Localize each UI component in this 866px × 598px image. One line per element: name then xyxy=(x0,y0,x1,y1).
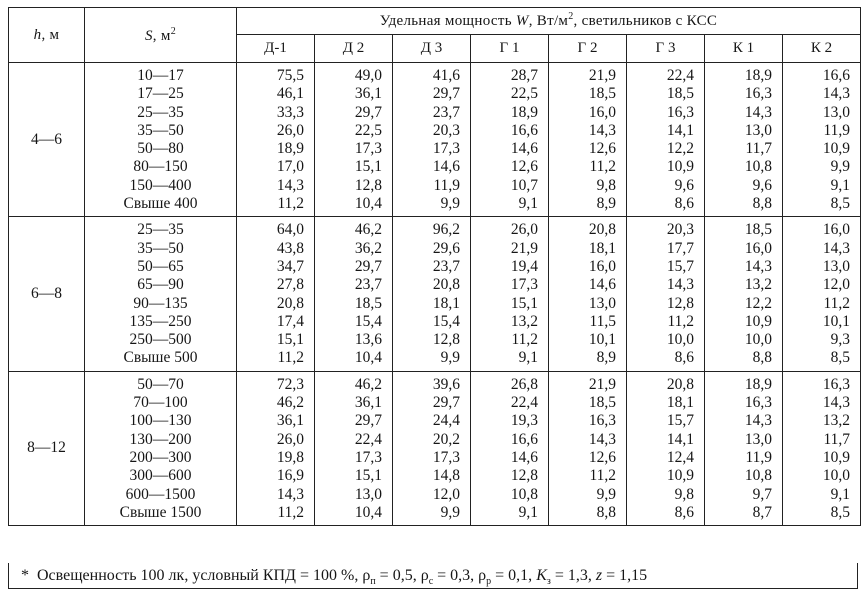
power-value: 23,7 xyxy=(354,276,382,294)
power-value: 26,8 xyxy=(510,375,538,393)
power-value: 19,8 xyxy=(276,448,304,466)
power-value: 14,8 xyxy=(432,467,460,485)
power-value: 18,5 xyxy=(354,294,382,312)
power-value: 17,3 xyxy=(354,140,382,158)
power-value: 10,4 xyxy=(354,195,382,213)
column-header: Г 2 xyxy=(549,34,627,62)
power-value: 14,3 xyxy=(744,257,772,275)
power-value: 11,2 xyxy=(589,467,616,485)
power-value: 17,0 xyxy=(276,158,304,176)
power-value: 36,1 xyxy=(276,412,304,430)
power-value: 19,3 xyxy=(510,412,538,430)
power-value: 9,9 xyxy=(440,503,460,521)
power-value: 18,1 xyxy=(588,239,616,257)
power-value: 46,2 xyxy=(354,375,382,393)
power-value: 46,2 xyxy=(354,221,382,239)
value-column xyxy=(549,217,627,371)
power-value: 24,4 xyxy=(432,412,460,430)
power-value: 9,6 xyxy=(752,176,772,194)
power-value: 9,1 xyxy=(518,349,538,367)
power-value: 11,2 xyxy=(667,312,694,330)
value-column xyxy=(627,371,705,525)
power-value: 9,8 xyxy=(596,176,616,194)
value-column xyxy=(315,217,393,371)
column-header: Д 2 xyxy=(315,34,393,62)
area-range: 90—135 xyxy=(133,294,188,312)
power-value: 22,5 xyxy=(354,121,382,139)
power-value: 8,8 xyxy=(752,349,772,367)
table-group-row xyxy=(9,217,861,371)
power-value: 16,0 xyxy=(744,239,772,257)
area-range: 100—130 xyxy=(129,412,192,430)
power-value: 9,9 xyxy=(440,195,460,213)
power-value: 11,2 xyxy=(277,503,304,521)
power-value: 10,0 xyxy=(744,331,772,349)
power-value: 9,8 xyxy=(674,485,694,503)
power-value: 9,1 xyxy=(518,503,538,521)
power-value: 96,2 xyxy=(432,221,460,239)
power-value: 22,4 xyxy=(354,430,382,448)
area-column xyxy=(85,217,237,371)
power-value: 10,9 xyxy=(822,140,850,158)
power-value: 13,2 xyxy=(510,312,538,330)
power-value: 29,6 xyxy=(432,239,460,257)
power-value: 29,7 xyxy=(354,412,382,430)
power-value: 15,1 xyxy=(276,331,304,349)
power-value: 20,8 xyxy=(276,294,304,312)
power-value: 15,7 xyxy=(666,412,694,430)
power-value: 15,1 xyxy=(510,294,538,312)
power-value: 23,7 xyxy=(432,103,460,121)
area-range: 50—80 xyxy=(137,140,184,158)
power-value: 16,3 xyxy=(822,375,850,393)
power-value: 11,5 xyxy=(589,312,616,330)
power-value: 11,2 xyxy=(511,331,538,349)
power-value: 12,6 xyxy=(588,448,616,466)
area-range: Свыше 500 xyxy=(123,349,198,367)
power-value: 18,9 xyxy=(744,375,772,393)
power-value: 16,3 xyxy=(744,85,772,103)
power-value: 11,2 xyxy=(277,349,304,367)
power-value: 10,7 xyxy=(510,176,538,194)
value-column xyxy=(705,371,783,525)
power-value: 13,0 xyxy=(354,485,382,503)
area-range: 135—250 xyxy=(129,312,192,330)
power-value: 10,9 xyxy=(666,158,694,176)
area-range: 10—17 xyxy=(137,67,184,84)
power-value: 14,3 xyxy=(744,412,772,430)
power-value: 19,4 xyxy=(510,257,538,275)
footnote: * Освещенность 100 лк, условный КПД = 100 %, $\rho_п = 0,5$, $\rho_с = 0,3$, $\rho_р = 0,1$, $K_з = 1,3$, z = 1,15 xyxy=(8,563,858,589)
power-value: 46,1 xyxy=(276,85,304,103)
value-column xyxy=(627,217,705,371)
power-value: 43,8 xyxy=(276,239,304,257)
power-value: 29,7 xyxy=(432,394,460,412)
power-value: 17,3 xyxy=(432,140,460,158)
area-column xyxy=(85,371,237,525)
area-range: 50—70 xyxy=(137,375,184,393)
area-range: 25—35 xyxy=(137,221,184,239)
power-value: 16,6 xyxy=(510,430,538,448)
power-value: 8,5 xyxy=(830,195,850,213)
area-column xyxy=(85,63,237,217)
power-value: 10,9 xyxy=(666,467,694,485)
power-value: 18,9 xyxy=(276,140,304,158)
power-value: 12,0 xyxy=(822,276,850,294)
power-value: 10,1 xyxy=(588,331,616,349)
power-value: 9,9 xyxy=(830,158,850,176)
value-column xyxy=(393,371,471,525)
power-value: 14,3 xyxy=(822,85,850,103)
power-value: 12,6 xyxy=(588,140,616,158)
column-header: Д 3 xyxy=(393,34,471,62)
power-value: 13,6 xyxy=(354,331,382,349)
value-column xyxy=(549,371,627,525)
power-value: 10,8 xyxy=(744,158,772,176)
power-value: 18,9 xyxy=(744,67,772,84)
power-value: 17,4 xyxy=(276,312,304,330)
power-value: 14,3 xyxy=(276,485,304,503)
power-value: 16,3 xyxy=(666,103,694,121)
power-value: 14,3 xyxy=(588,430,616,448)
power-value: 14,1 xyxy=(666,430,694,448)
power-value: 15,4 xyxy=(354,312,382,330)
power-value: 39,6 xyxy=(432,375,460,393)
power-value: 15,4 xyxy=(432,312,460,330)
area-range: 600—1500 xyxy=(125,485,196,503)
power-value: 14,3 xyxy=(666,276,694,294)
power-value: 11,7 xyxy=(823,430,850,448)
header-height: h, м xyxy=(9,8,85,63)
power-value: 29,7 xyxy=(354,257,382,275)
power-value: 8,5 xyxy=(830,503,850,521)
power-value: 12,2 xyxy=(666,140,694,158)
value-column xyxy=(705,217,783,371)
power-value: 20,2 xyxy=(432,430,460,448)
power-value: 20,3 xyxy=(432,121,460,139)
power-value: 20,8 xyxy=(432,276,460,294)
power-value: 22,4 xyxy=(510,394,538,412)
power-value: 29,7 xyxy=(354,103,382,121)
power-value: 20,8 xyxy=(666,375,694,393)
value-column xyxy=(393,63,471,217)
power-value: 11,2 xyxy=(277,195,304,213)
power-value: 18,5 xyxy=(588,394,616,412)
power-value: 8,6 xyxy=(674,195,694,213)
power-value: 41,6 xyxy=(432,67,460,84)
height-range: 4—6 xyxy=(9,63,85,217)
column-header: Г 1 xyxy=(471,34,549,62)
power-value: 14,3 xyxy=(744,103,772,121)
power-value: 11,9 xyxy=(433,176,460,194)
power-value: 16,0 xyxy=(588,103,616,121)
power-value: 36,2 xyxy=(354,239,382,257)
power-value: 8,8 xyxy=(596,503,616,521)
power-value: 13,0 xyxy=(822,257,850,275)
power-value: 20,3 xyxy=(666,221,694,239)
power-value: 13,0 xyxy=(588,294,616,312)
power-value: 29,7 xyxy=(432,85,460,103)
power-value: 36,1 xyxy=(354,85,382,103)
power-value: 8,9 xyxy=(596,349,616,367)
power-value: 21,9 xyxy=(510,239,538,257)
power-value: 10,0 xyxy=(666,331,694,349)
area-range: 35—50 xyxy=(137,121,184,139)
power-value: 14,3 xyxy=(822,394,850,412)
power-value: 11,9 xyxy=(745,448,772,466)
power-value: 16,0 xyxy=(588,257,616,275)
power-value: 8,9 xyxy=(596,195,616,213)
value-column xyxy=(315,371,393,525)
power-value: 14,3 xyxy=(276,176,304,194)
height-range: 6—8 xyxy=(9,217,85,371)
header-power-title: Удельная мощность W, $Вт/м^2$, светильников с КСС xyxy=(237,8,861,35)
column-header: Г 3 xyxy=(627,34,705,62)
area-range: 80—150 xyxy=(133,158,188,176)
power-value: 12,8 xyxy=(354,176,382,194)
area-range: 150—400 xyxy=(129,176,192,194)
power-value: 14,6 xyxy=(432,158,460,176)
power-value: 9,7 xyxy=(752,485,772,503)
height-range: 8—12 xyxy=(9,371,85,525)
power-value: 26,0 xyxy=(510,221,538,239)
area-range: 70—100 xyxy=(133,394,188,412)
power-value: 18,5 xyxy=(744,221,772,239)
value-column xyxy=(783,217,861,371)
power-value: 11,2 xyxy=(589,158,616,176)
power-value: 14,6 xyxy=(510,448,538,466)
value-column xyxy=(783,63,861,217)
power-value: 12,8 xyxy=(432,331,460,349)
power-value: 10,9 xyxy=(744,312,772,330)
power-value: 14,3 xyxy=(822,239,850,257)
power-value: 11,2 xyxy=(823,294,850,312)
power-value: 13,0 xyxy=(822,103,850,121)
power-value: 15,7 xyxy=(666,257,694,275)
power-value: 28,7 xyxy=(510,67,538,84)
power-value: 22,4 xyxy=(666,67,694,84)
power-value: 10,8 xyxy=(744,467,772,485)
power-value: 17,3 xyxy=(354,448,382,466)
power-value: 10,9 xyxy=(822,448,850,466)
value-column xyxy=(237,371,315,525)
power-value: 21,9 xyxy=(588,67,616,84)
power-value: 16,3 xyxy=(744,394,772,412)
power-value: 14,6 xyxy=(588,276,616,294)
power-value: 18,1 xyxy=(432,294,460,312)
power-value: 8,7 xyxy=(752,503,772,521)
power-value: 17,7 xyxy=(666,239,694,257)
power-value: 49,0 xyxy=(354,67,382,84)
column-header: К 2 xyxy=(783,34,861,62)
power-value: 8,5 xyxy=(830,349,850,367)
power-value: 10,4 xyxy=(354,349,382,367)
area-range: 17—25 xyxy=(137,85,184,103)
power-value: 13,0 xyxy=(744,430,772,448)
power-value: 18,5 xyxy=(666,85,694,103)
power-value: 13,2 xyxy=(744,276,772,294)
value-column xyxy=(471,217,549,371)
power-value: 12,8 xyxy=(510,467,538,485)
power-value: 20,8 xyxy=(588,221,616,239)
power-value: 16,0 xyxy=(822,221,850,239)
value-column xyxy=(705,63,783,217)
power-value: 12,6 xyxy=(510,158,538,176)
value-column xyxy=(471,371,549,525)
value-column xyxy=(237,217,315,371)
power-value: 23,7 xyxy=(432,257,460,275)
power-value: 9,1 xyxy=(518,195,538,213)
power-value: 46,2 xyxy=(276,394,304,412)
power-value: 9,9 xyxy=(440,349,460,367)
power-value: 64,0 xyxy=(276,221,304,239)
power-value: 8,6 xyxy=(674,349,694,367)
power-value: 9,6 xyxy=(674,176,694,194)
power-value: 16,9 xyxy=(276,467,304,485)
area-range: 300—600 xyxy=(129,467,192,485)
header-area: S, $м^2$ xyxy=(85,8,237,63)
power-value: 13,0 xyxy=(744,121,772,139)
power-value: 75,5 xyxy=(276,67,304,84)
power-value: 18,1 xyxy=(666,394,694,412)
area-range: Свыше 1500 xyxy=(119,503,202,521)
power-value: 33,3 xyxy=(276,103,304,121)
power-value: 17,3 xyxy=(510,276,538,294)
power-value: 11,7 xyxy=(745,140,772,158)
power-value: 12,0 xyxy=(432,485,460,503)
power-value: 13,2 xyxy=(822,412,850,430)
power-value: 21,9 xyxy=(588,375,616,393)
power-value: 15,1 xyxy=(354,158,382,176)
value-column xyxy=(783,371,861,525)
power-value: 18,5 xyxy=(588,85,616,103)
power-value: 36,1 xyxy=(354,394,382,412)
value-column xyxy=(471,63,549,217)
power-value: 10,1 xyxy=(822,312,850,330)
column-header: К 1 xyxy=(705,34,783,62)
value-column xyxy=(627,63,705,217)
power-value: 10,4 xyxy=(354,503,382,521)
value-column xyxy=(237,63,315,217)
power-value: 17,3 xyxy=(432,448,460,466)
value-column xyxy=(393,217,471,371)
area-range: 35—50 xyxy=(137,239,184,257)
area-range: 65—90 xyxy=(137,276,184,294)
power-value: 15,1 xyxy=(354,467,382,485)
power-value: 34,7 xyxy=(276,257,304,275)
power-value: 26,0 xyxy=(276,430,304,448)
power-value: 12,2 xyxy=(744,294,772,312)
power-value: 16,6 xyxy=(510,121,538,139)
power-value: 14,1 xyxy=(666,121,694,139)
table-group-row xyxy=(9,63,861,217)
column-header: Д-1 xyxy=(237,34,315,62)
power-value: 9,9 xyxy=(596,485,616,503)
power-value: 14,3 xyxy=(588,121,616,139)
specific-power-table xyxy=(8,7,861,526)
power-value: 12,8 xyxy=(666,294,694,312)
power-value: 18,9 xyxy=(510,103,538,121)
area-range: 25—35 xyxy=(137,103,184,121)
power-value: 8,8 xyxy=(752,195,772,213)
area-range: Свыше 400 xyxy=(123,195,198,213)
power-value: 27,8 xyxy=(276,276,304,294)
power-value: 72,3 xyxy=(276,375,304,393)
power-value: 9,3 xyxy=(830,331,850,349)
power-value: 14,6 xyxy=(510,140,538,158)
power-value: 10,8 xyxy=(510,485,538,503)
area-range: 130—200 xyxy=(129,430,192,448)
power-value: 26,0 xyxy=(276,121,304,139)
power-value: 9,1 xyxy=(830,485,850,503)
power-value: 9,1 xyxy=(830,176,850,194)
power-value: 10,0 xyxy=(822,467,850,485)
power-value: 8,6 xyxy=(674,503,694,521)
value-column xyxy=(315,63,393,217)
power-value: 22,5 xyxy=(510,85,538,103)
power-value: 16,3 xyxy=(588,412,616,430)
power-value: 12,4 xyxy=(666,448,694,466)
area-range: 200—300 xyxy=(129,448,192,466)
area-range: 50—65 xyxy=(137,257,184,275)
area-range: 250—500 xyxy=(129,331,192,349)
value-column xyxy=(549,63,627,217)
power-value: 11,9 xyxy=(823,121,850,139)
table-group-row xyxy=(9,371,861,525)
power-value: 16,6 xyxy=(822,67,850,84)
